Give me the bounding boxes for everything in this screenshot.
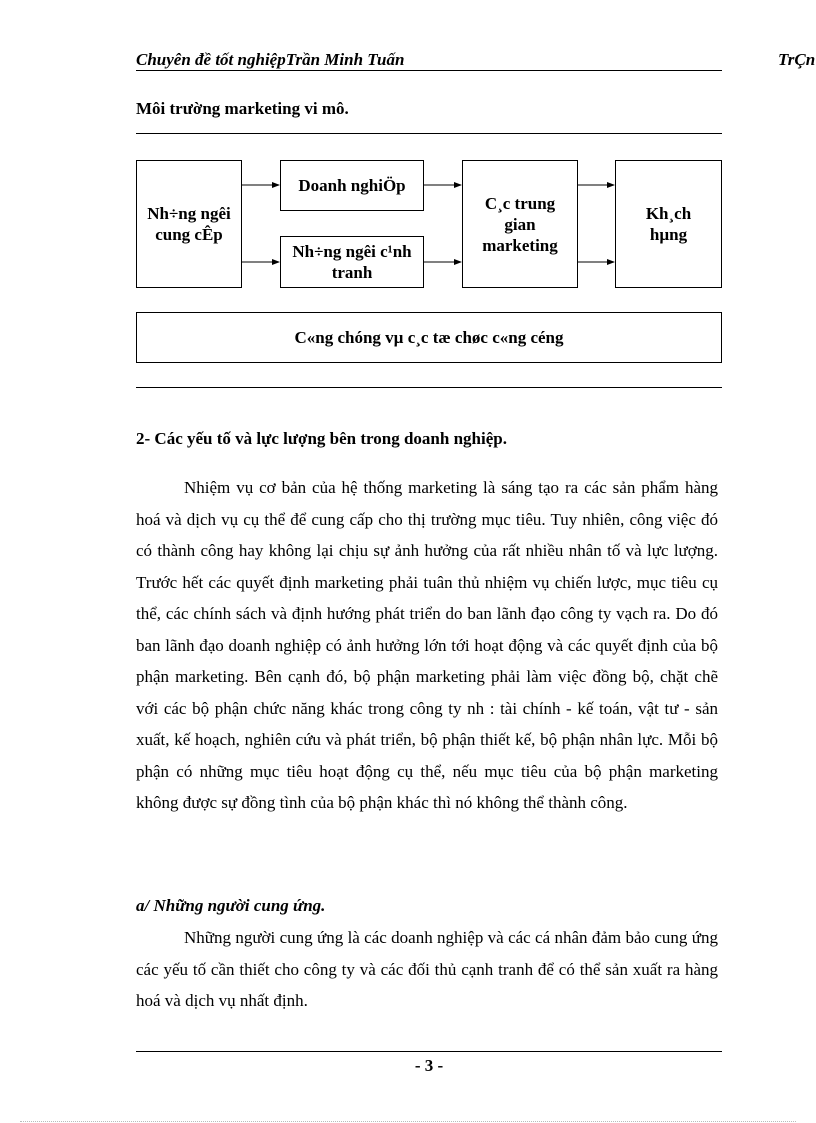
- box-competitors-label: Nh÷ng ngêi c¹nh tranh: [292, 242, 412, 282]
- subheading-suppliers: a/ Những người cung ứng.: [136, 896, 326, 915]
- header-right-text: TrÇn: [778, 50, 816, 69]
- diagram-arrows: [0, 0, 816, 400]
- paragraph-2: Những người cung ứng là các doanh nghiệp và các cá nhân đảm bảo cung ứng các yếu tố cần thiết cho công ty và các đối thủ cạnh tranh để có thể sản xuất ra hàng hoá và dịch vụ nhất định.: [136, 928, 718, 1010]
- box-intermediaries-label: C¸c trung gian marketing: [482, 193, 558, 255]
- paragraph-1: Nhiệm vụ cơ bản của hệ thống marketing là sáng tạo ra các sản phẩm hàng hoá và dịch vụ cụ thể để cung cấp cho thị trường mục tiêu. Tuy nhiên, công việc đó có thành công hay không lại chịu sự ảnh hưởng của rất nhiều nhân tố và lực lượng. Trước hết các quyết định marketing phải tuân thủ nhiệm vụ chiến lược, mục tiêu cụ thể, các chính sách và định hướng phát triển do ban lãnh đạo công ty vạch ra. Do đó ban lãnh đạo doanh nghiệp có ảnh hưởng lớn tới hoạt động và các quyết định của bộ phận marketing. Bên cạnh đó, bộ phận marketing phải làm việc đồng bộ, chặt chẽ với các bộ phận chức năng khác trong công ty nh : tài chính - kế toán, vật tư - sản xuất, kế hoạch, nghiên cứu và phát triển, bộ phận thiết kế, bộ phận nhân lực. Mỗi bộ phận có những mục tiêu hoạt động cụ thể, nếu mục tiêu của bộ phận marketing không được sự đồng tình của bộ phận khác thì nó không thể thành công.: [136, 478, 718, 812]
- section-heading: 2- Các yếu tố và lực lượng bên trong doanh nghiệp.: [136, 429, 507, 448]
- section-rule-bottom: [136, 387, 722, 388]
- box-customers-label: Kh¸ch hµng: [645, 204, 692, 244]
- box-company-label: Doanh nghiÖp: [298, 176, 406, 195]
- box-public-label: C«ng chóng vµ c¸c tæ chøc c«ng céng: [294, 328, 564, 347]
- footer-rule: [136, 1051, 722, 1052]
- page-number: - 3 -: [414, 1056, 444, 1075]
- header-title: Chuyên đề tốt nghiệpTrần Minh Tuấn: [136, 50, 405, 69]
- box-suppliers-label: Nh÷ng ngêi cung cÊp: [147, 204, 231, 244]
- section-title: Môi trường marketing vi mô.: [136, 99, 349, 118]
- page-edge-dotted: [20, 1121, 796, 1122]
